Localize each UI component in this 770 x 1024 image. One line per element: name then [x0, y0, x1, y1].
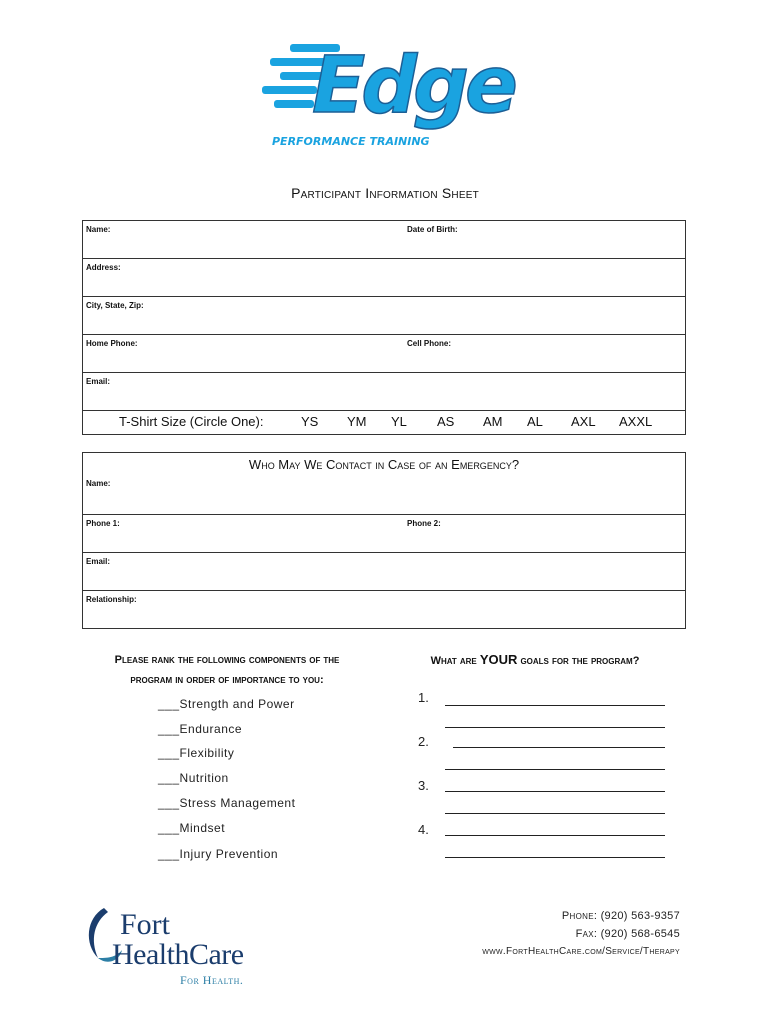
goal-2-line-b[interactable]: [445, 769, 665, 770]
emergency-name-field[interactable]: [83, 453, 686, 515]
fhc-tagline: For Health.: [180, 973, 244, 987]
page-title: Participant Information Sheet: [291, 185, 479, 201]
relationship-label: Relationship:: [86, 595, 137, 604]
goal-1-line-b[interactable]: [445, 727, 665, 728]
contact-phone: Phone: (920) 563-9357: [561, 910, 680, 922]
address-field[interactable]: [83, 259, 686, 297]
fhc-swoosh-icon: [89, 908, 108, 958]
tshirt-size-option[interactable]: YL: [391, 414, 407, 429]
edge-performance-training-logo: [240, 30, 530, 160]
emergency-phone-field[interactable]: [83, 515, 686, 553]
tshirt-size-label: T-Shirt Size (Circle One):: [119, 414, 264, 429]
goal-3-line-b[interactable]: [445, 813, 665, 814]
tshirt-size-option[interactable]: AS: [437, 414, 455, 429]
goals-heading: [405, 652, 665, 667]
relationship-field[interactable]: [83, 591, 686, 629]
tshirt-size-option[interactable]: AM: [483, 414, 503, 429]
goals-heading-pre: What are: [430, 655, 477, 667]
rank-item[interactable]: ___Strength and Power: [158, 697, 295, 711]
goal-4-line-a[interactable]: [445, 835, 665, 836]
rank-heading-line2: program in order of importance to you:: [130, 674, 324, 686]
home-phone-label: Home Phone:: [86, 339, 138, 348]
rank-item[interactable]: ___Endurance: [158, 722, 243, 736]
contact-fax: Fax: (920) 568-6545: [575, 928, 680, 940]
tshirt-size-option[interactable]: AXXL: [619, 414, 653, 429]
fhc-org-line1: Fort: [120, 908, 171, 941]
phone-field[interactable]: [83, 335, 686, 373]
phone2-label: Phone 2:: [407, 519, 441, 528]
goal-3-line-a[interactable]: [445, 791, 665, 792]
rank-item[interactable]: ___Flexibility: [158, 746, 235, 760]
goals-heading-your: YOUR: [479, 652, 518, 667]
dob-label: Date of Birth:: [407, 225, 458, 234]
emergency-email-label: Email:: [86, 557, 111, 566]
goal-number: 2.: [418, 734, 429, 749]
name-label: Name:: [86, 225, 111, 234]
emergency-contact-table: [82, 452, 686, 629]
edge-logo-graphic: [240, 30, 530, 160]
cell-phone-label: Cell Phone:: [407, 339, 452, 348]
address-label: Address:: [86, 263, 121, 272]
rank-item[interactable]: ___Nutrition: [158, 771, 229, 785]
email-label: Email:: [86, 377, 111, 386]
city-state-zip-field[interactable]: [83, 297, 686, 335]
email-field[interactable]: [83, 373, 686, 411]
goals-heading-post: goals for the program?: [520, 655, 640, 667]
logo-tagline-text: PERFORMANCE TRAINING: [272, 135, 430, 148]
tshirt-size-option[interactable]: AXL: [571, 414, 596, 429]
tshirt-size-option[interactable]: AL: [527, 414, 543, 429]
name-field[interactable]: [83, 221, 686, 259]
emergency-section-title: Who May We Contact in Case of an Emergency?: [248, 457, 520, 472]
tshirt-size-row: [83, 411, 686, 435]
contact-website[interactable]: www.FortHealthCare.com/Service/Therapy: [482, 946, 680, 957]
rank-heading-line1: Please rank the following components of the: [114, 654, 340, 666]
logo-brand-text: Edge: [312, 41, 514, 131]
fhc-org-line2: HealthCare: [112, 938, 244, 971]
rank-heading: [92, 650, 362, 690]
goal-number: 4.: [418, 822, 429, 837]
emergency-email-field[interactable]: [83, 553, 686, 591]
rank-item[interactable]: ___Stress Management: [158, 796, 296, 810]
phone1-label: Phone 1:: [86, 519, 120, 528]
goal-number: 3.: [418, 778, 429, 793]
rank-item[interactable]: ___Injury Prevention: [158, 847, 279, 861]
goal-4-line-b[interactable]: [445, 857, 665, 858]
tshirt-size-option[interactable]: YS: [301, 414, 319, 429]
fort-healthcare-logo-graphic: [82, 900, 282, 992]
goal-1-line-a[interactable]: [445, 705, 665, 706]
goal-2-line-a[interactable]: [453, 747, 665, 748]
rank-item[interactable]: ___Mindset: [158, 821, 226, 835]
goal-number: 1.: [418, 690, 429, 705]
tshirt-size-option[interactable]: YM: [347, 414, 367, 429]
participant-info-table: [82, 220, 686, 435]
fort-healthcare-logo: [82, 900, 282, 992]
emergency-name-label: Name:: [86, 479, 111, 488]
city-state-zip-label: City, State, Zip:: [86, 301, 144, 310]
